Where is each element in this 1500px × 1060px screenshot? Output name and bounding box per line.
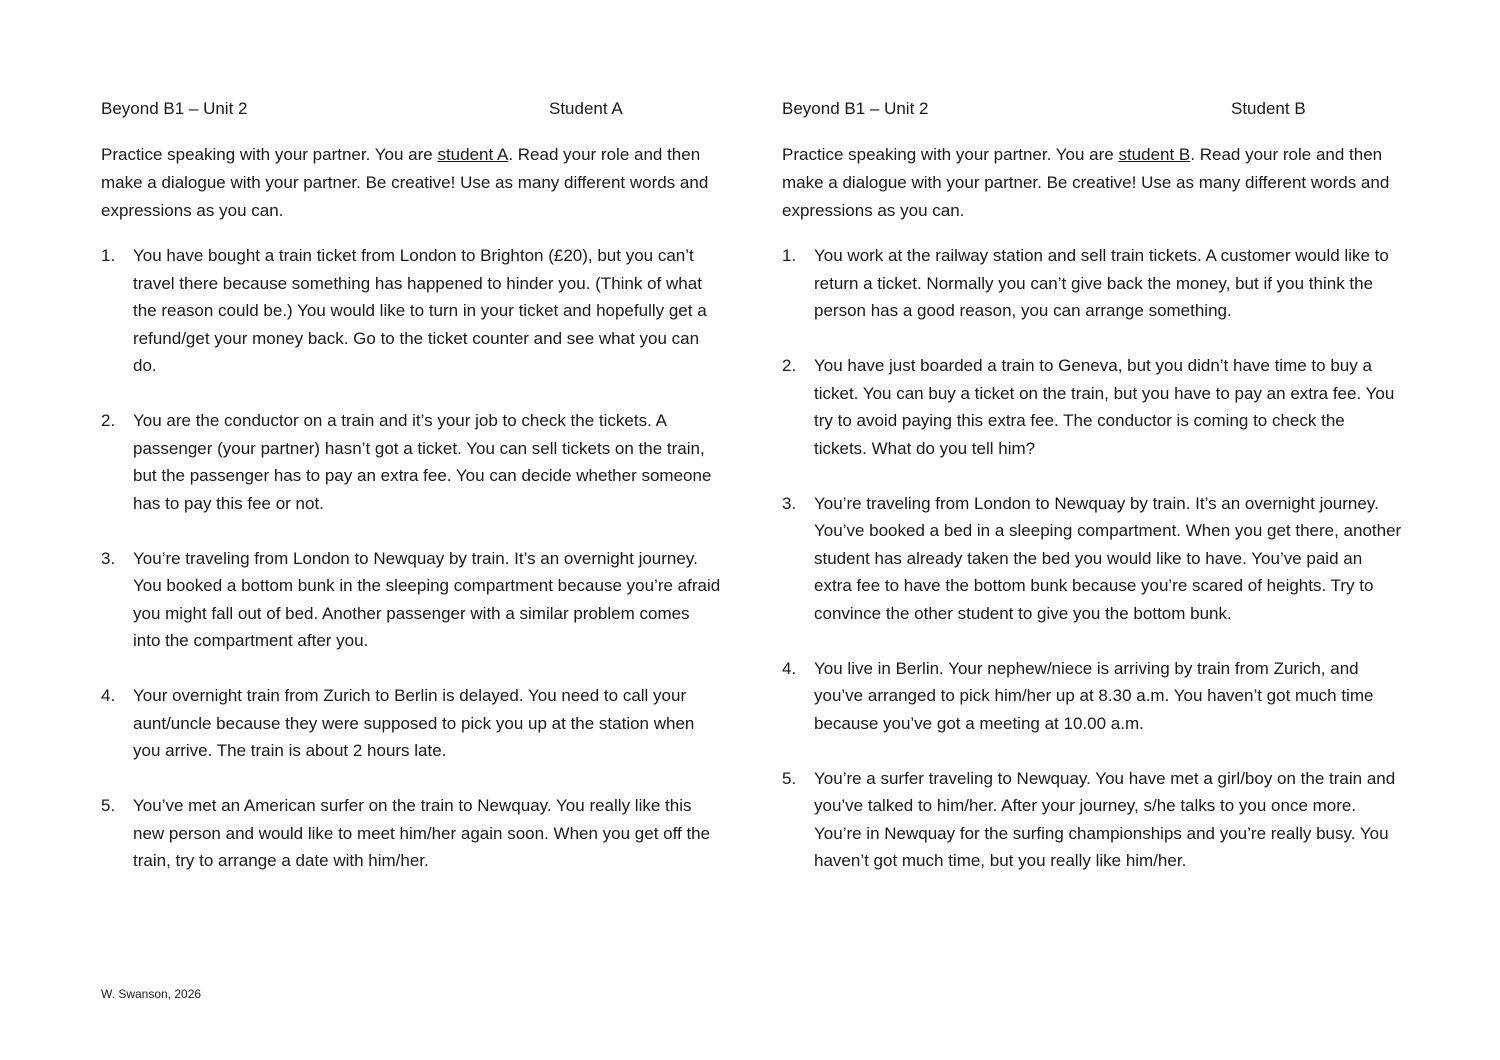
task-item: [101, 545, 721, 655]
task-number: 4.: [782, 658, 797, 678]
task-item: [782, 242, 1402, 325]
student-a-column: [101, 96, 721, 902]
task-number: 2.: [782, 356, 797, 375]
student-label: Student B: [1231, 99, 1306, 118]
author-footer: W. Swanson, 2026: [101, 987, 202, 1001]
task-number: 5.: [101, 796, 116, 815]
student-b-header: [782, 96, 1402, 122]
task-text: You are the conductor on a train and it’s your job to check the tickets. A passenger (your partner) hasn’t got a ticket. You can sell tickets on the train, but the passenger has to pay an extra fee. You can decide whether someone has to pay this fee or not.: [133, 411, 712, 513]
task-text: You’ve met an American surfer on the train to Newquay. You really like this new person and would like to meet him/her again soon. When you get off the train, try to arrange a date with him/her.: [133, 796, 711, 870]
task-text: Your overnight train from Zurich to Berlin is delayed. You need to call your aunt/uncle because they were supposed to pick you up at the station when you arrive. The train is about 2 hours late.: [133, 686, 695, 760]
role-underlined: student A: [437, 145, 509, 164]
student-label: Student A: [549, 99, 623, 118]
task-item: [101, 407, 721, 517]
task-number: 3.: [101, 548, 116, 568]
task-item: [782, 352, 1402, 462]
task-item: [782, 655, 1402, 738]
instructions-paragraph: [101, 141, 721, 225]
task-number: 3.: [782, 493, 797, 513]
intro-text-rest: . Read your role and then make a dialogue with your partner. Be creative! Use as many different words and expressions as you can.: [782, 145, 1390, 220]
task-text: You have bought a train ticket from London to Brighton (£20), but you can’t travel there because something has happened to hinder you. (Think of what the reason could be.) You would like to turn in your ticket and hopefully get a refund/get your money back. Go to the ticket counter and see what you can do.: [133, 246, 707, 375]
task-text: You’re traveling from London to Newquay by train. It’s an overnight journey. You’ve booked a bed in a sleeping compartment. When you get there, another student has already taken the bed you would like to have. You’ve paid an extra fee to have the bottom bunk because you’re scared of heights. Try to convince the other student to give you the bottom bunk.: [814, 493, 1402, 623]
student-b-column: [782, 96, 1402, 902]
task-number: 1.: [101, 246, 116, 265]
intro-text-rest: . Read your role and then make a dialogue with your partner. Be creative! Use as many different words and expressions as you can.: [101, 145, 709, 220]
task-list: [101, 242, 721, 875]
course-title: Beyond B1 – Unit 2: [101, 99, 248, 118]
role-underlined: student B: [1118, 145, 1191, 164]
task-list: [782, 242, 1402, 875]
task-number: 5.: [782, 768, 797, 788]
task-text: You’re a surfer traveling to Newquay. You have met a girl/boy on the train and you’ve talked to him/her. After your journey, s/he talks to you once more. You’re in Newquay for the surfing championships and you’re really busy. You haven’t got much time, but you really like him/her.: [814, 768, 1396, 870]
task-item: [782, 490, 1402, 628]
task-number: 1.: [782, 246, 797, 265]
task-text: You’re traveling from London to Newquay by train. It’s an overnight journey. You booked a bottom bunk in the sleeping compartment because you’re afraid you might fall out of bed. Another passenger with a similar problem comes into the compartment after you.: [133, 548, 721, 650]
student-a-header: [101, 96, 721, 122]
course-title: Beyond B1 – Unit 2: [782, 99, 929, 118]
task-text: You work at the railway station and sell train tickets. A customer would like to return a ticket. Normally you can’t give back the money, but if you think the person has a good reason, you can arrange something.: [814, 246, 1389, 320]
task-item: [101, 682, 721, 765]
intro-text: Practice speaking with your partner. You are: [782, 145, 1119, 164]
task-text: You have just boarded a train to Geneva, but you didn’t have time to buy a ticket. You can buy a ticket on the train, but you have to pay an extra fee. You try to avoid paying this extra fee. The conductor is coming to check the tickets. What do you tell him?: [814, 356, 1395, 458]
task-item: [782, 765, 1402, 875]
task-item: [101, 792, 721, 875]
intro-text: Practice speaking with your partner. You are: [101, 145, 438, 164]
task-number: 2.: [101, 411, 116, 430]
task-item: [101, 242, 721, 380]
task-text: You live in Berlin. Your nephew/niece is arriving by train from Zurich, and you’ve arranged to pick him/her up at 8.30 a.m. You haven’t got much time because you’ve got a meeting at 10.00 a.m.: [814, 658, 1374, 733]
task-number: 4.: [101, 686, 116, 705]
instructions-paragraph: [782, 141, 1402, 225]
